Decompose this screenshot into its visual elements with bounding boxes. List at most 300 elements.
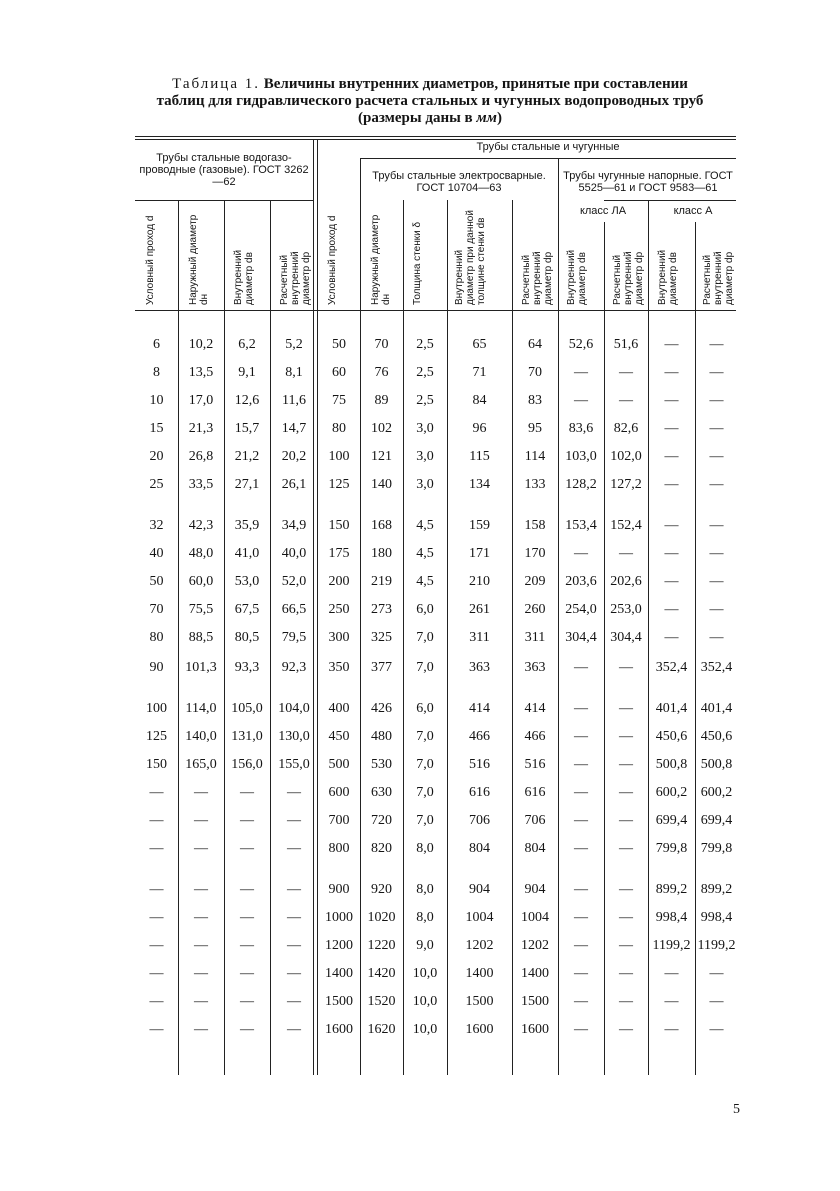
table-cell: 13,5	[188, 365, 214, 380]
table-cell: 500	[328, 757, 350, 772]
table-cell: 899,2	[700, 882, 733, 897]
table-cell: 616	[469, 785, 490, 800]
table-cell: 83	[528, 393, 542, 408]
table-cell: 155,0	[278, 757, 310, 772]
table-cell: —	[709, 518, 724, 533]
table-cell: 998,4	[700, 910, 733, 925]
table-cell: 134	[469, 477, 490, 492]
table-cell: 131,0	[231, 729, 263, 744]
table-cell: —	[574, 393, 588, 408]
table-cell: —	[709, 337, 724, 352]
table-cell: 125	[146, 729, 167, 744]
table-cell: 1220	[367, 938, 396, 953]
column-header: Расчетный внутренний диаметр dр	[612, 251, 645, 305]
table-cell: 50	[149, 574, 164, 589]
header-electrowelded-pipes: Трубы стальные электросварные. ГОСТ 10704—63	[372, 170, 546, 194]
table-cell: 6,0	[416, 602, 434, 617]
table-cell: 1202	[521, 938, 549, 953]
header-class-la: класс ЛА	[579, 205, 627, 217]
table-cell: 300	[328, 630, 350, 645]
table-cell: 1520	[367, 994, 396, 1009]
column-rule	[270, 200, 271, 1075]
table-cell: 720	[371, 813, 392, 828]
table-cell: 1500	[465, 994, 494, 1009]
table-cell: 121	[371, 449, 392, 464]
table-cell: —	[194, 938, 208, 953]
table-cell: 202,6	[610, 574, 642, 589]
table-cell: 203,6	[565, 574, 597, 589]
table-cell: —	[149, 882, 164, 897]
table-cell: —	[574, 757, 588, 772]
table-cell: 64	[528, 337, 542, 352]
table-cell: —	[619, 365, 633, 380]
table-cell: 25	[149, 477, 164, 492]
table-cell: —	[287, 966, 301, 981]
table-cell: 41,0	[234, 546, 260, 561]
table-cell: 311	[469, 630, 490, 645]
table-cell: 92,3	[281, 660, 307, 675]
table-cell: 414	[469, 701, 490, 716]
column-header: Внутренний диаметр при данной толщине стенки dв	[454, 210, 487, 305]
table-cell: 158	[524, 518, 546, 533]
table-cell: 40	[149, 546, 164, 561]
table-cell: —	[194, 813, 208, 828]
table-cell: 70	[149, 602, 164, 617]
table-cell: 1600	[521, 1022, 549, 1037]
table-cell: 140	[371, 477, 392, 492]
table-cell: 171	[469, 546, 490, 561]
column-header: Расчетный внутренний диаметр dр	[521, 251, 554, 305]
table-cell: 9,0	[416, 938, 434, 953]
caption-line3-post: )	[496, 110, 502, 126]
table-cell: 40,0	[281, 546, 307, 561]
table-cell: —	[240, 785, 254, 800]
table-cell: —	[149, 938, 164, 953]
table-cell: 165,0	[185, 757, 217, 772]
table-cell: —	[709, 393, 724, 408]
table-cell: 7,0	[416, 660, 434, 675]
table-cell: 350	[328, 660, 350, 675]
table-cell: 51,6	[613, 337, 639, 352]
table-cell: 53,0	[234, 574, 260, 589]
table-cell: 273	[371, 602, 392, 617]
table-cell: 105,0	[231, 701, 263, 716]
table-cell: 159	[469, 518, 490, 533]
table-cell: —	[664, 602, 679, 617]
table-cell: 3,0	[416, 449, 434, 464]
table-cell: 799,8	[655, 841, 688, 856]
table-cell: —	[709, 365, 724, 380]
table-cell: 304,4	[610, 630, 642, 645]
table-cell: 150	[328, 518, 350, 533]
table-cell: 706	[524, 813, 546, 828]
table-cell: 60,0	[188, 574, 214, 589]
table-cell: 700	[328, 813, 350, 828]
table-cell: 352,4	[700, 660, 733, 675]
column-rule	[512, 200, 513, 1075]
table-cell: 100	[146, 701, 167, 716]
table-cell: 1400	[465, 966, 494, 981]
table-cell: 80,5	[234, 630, 260, 645]
table-cell: —	[574, 660, 588, 675]
table-cell: —	[194, 910, 208, 925]
column-header: Наружный диаметр dн	[370, 214, 392, 305]
table-cell: —	[664, 574, 679, 589]
table-cell: —	[709, 477, 724, 492]
table-cell: 8,0	[416, 841, 434, 856]
table-cell: —	[664, 994, 679, 1009]
table-cell: —	[664, 1022, 679, 1037]
table-cell: 500,8	[655, 757, 688, 772]
table-cell: 920	[371, 882, 392, 897]
table-cell: 140,0	[185, 729, 217, 744]
caption-unit: мм	[476, 110, 497, 126]
table-cell: 65	[472, 337, 487, 352]
class-header-rule	[604, 200, 736, 201]
table-cell: 96	[472, 421, 487, 436]
table-cell: 600	[328, 785, 350, 800]
table-cell: 10,2	[188, 337, 214, 352]
column-rule	[695, 222, 696, 1075]
table-cell: 2,5	[416, 337, 434, 352]
table-cell: 15	[149, 421, 164, 436]
table-cell: 3,0	[416, 477, 434, 492]
table-cell: 12,6	[234, 393, 260, 408]
table-cell: 170	[524, 546, 546, 561]
table-cell: 466	[524, 729, 546, 744]
table-top-rule	[135, 136, 736, 137]
column-rule	[360, 158, 361, 1075]
table-cell: —	[574, 813, 588, 828]
table-cell: 4,5	[416, 546, 434, 561]
table-cell: 10,0	[412, 966, 438, 981]
table-cell: —	[574, 785, 588, 800]
table-cell: 93,3	[234, 660, 260, 675]
table-cell: 1600	[465, 1022, 494, 1037]
table-cell: 50	[332, 337, 346, 352]
table-cell: 8	[153, 365, 160, 380]
table-cell: 600,2	[700, 785, 733, 800]
table-cell: —	[194, 1022, 208, 1037]
table-cell: 820	[371, 841, 392, 856]
table-cell: 125	[328, 477, 350, 492]
table-cell: —	[574, 729, 588, 744]
table-cell: —	[574, 938, 588, 953]
table-cell: 20,2	[281, 449, 307, 464]
table-cell: —	[149, 910, 164, 925]
table-cell: 88,5	[188, 630, 214, 645]
table-cell: 304,4	[565, 630, 597, 645]
table-cell: 7,0	[416, 757, 434, 772]
table-cell: 42,3	[188, 518, 214, 533]
table-cell: —	[619, 882, 633, 897]
table-cell: —	[287, 785, 301, 800]
table-cell: 35,9	[234, 518, 260, 533]
table-cell: —	[619, 841, 633, 856]
header-gas-pipes: Трубы стальные водогазо-проводные (газовые). ГОСТ 3262—62	[139, 152, 309, 188]
table-cell: 152,4	[610, 518, 642, 533]
table-cell: 7,0	[416, 813, 434, 828]
table-cell: 14,7	[281, 421, 307, 436]
column-header: Условный проход d	[145, 215, 156, 305]
table-cell: —	[619, 660, 633, 675]
table-cell: 377	[371, 660, 392, 675]
table-cell: —	[240, 882, 254, 897]
table-cell: —	[619, 1022, 633, 1037]
table-cell: —	[149, 994, 164, 1009]
table-top-rule-double	[135, 139, 736, 140]
table-cell: 100	[328, 449, 350, 464]
table-cell: —	[149, 1022, 164, 1037]
table-caption	[120, 76, 740, 127]
table-cell: —	[664, 477, 679, 492]
table-cell: 80	[332, 421, 346, 436]
table-cell: 1500	[521, 994, 549, 1009]
table-cell: 21,3	[188, 421, 214, 436]
table-cell: 17,0	[188, 393, 214, 408]
table-cell: 83,6	[568, 421, 594, 436]
table-cell: —	[574, 546, 588, 561]
table-cell: 804	[469, 841, 490, 856]
table-cell: —	[574, 882, 588, 897]
table-cell: —	[709, 966, 724, 981]
table-cell: 60	[332, 365, 346, 380]
table-cell: 401,4	[655, 701, 688, 716]
table-cell: 799,8	[700, 841, 733, 856]
table-cell: 1200	[325, 938, 353, 953]
table-cell: —	[664, 630, 679, 645]
table-cell: —	[240, 813, 254, 828]
column-header: Внутренний диаметр dв	[657, 249, 679, 305]
table-cell: 500,8	[700, 757, 733, 772]
table-cell: 1004	[521, 910, 549, 925]
table-cell: 82,6	[613, 421, 639, 436]
table-cell: 516	[524, 757, 546, 772]
table-cell: 115	[469, 449, 490, 464]
table-cell: 133	[524, 477, 546, 492]
table-cell: 26,1	[281, 477, 307, 492]
table-cell: 11,6	[282, 393, 306, 408]
table-cell: —	[574, 994, 588, 1009]
table-cell: 8,0	[416, 882, 434, 897]
table-cell: 95	[528, 421, 542, 436]
table-cell: 156,0	[231, 757, 263, 772]
column-header: Внутренний диаметр dв	[566, 249, 588, 305]
column-rule	[224, 200, 225, 1075]
table-cell: 75,5	[188, 602, 214, 617]
table-cell: —	[194, 994, 208, 1009]
table-cell: 261	[469, 602, 490, 617]
table-cell: 352,4	[655, 660, 688, 675]
table-cell: —	[709, 1022, 724, 1037]
table-cell: 89	[374, 393, 389, 408]
table-cell: 450,6	[655, 729, 688, 744]
table-cell: —	[287, 813, 301, 828]
table-cell: —	[574, 365, 588, 380]
table-cell: —	[709, 421, 724, 436]
table-cell: 104,0	[278, 701, 310, 716]
table-cell: —	[149, 966, 164, 981]
caption-label: Таблица 1.	[172, 76, 260, 92]
table-cell: 706	[469, 813, 490, 828]
table-cell: 79,5	[281, 630, 307, 645]
table-cell: 150	[146, 757, 167, 772]
table-cell: —	[664, 421, 679, 436]
table-cell: 2,5	[416, 365, 434, 380]
table-cell: 254,0	[565, 602, 597, 617]
table-cell: 480	[371, 729, 392, 744]
table-cell: —	[574, 701, 588, 716]
table-cell: 250	[328, 602, 350, 617]
table-cell: 426	[371, 701, 392, 716]
group-divider-right	[317, 139, 318, 1075]
table-cell: —	[619, 938, 633, 953]
table-cell: —	[240, 938, 254, 953]
table-cell: 1600	[325, 1022, 353, 1037]
table-cell: 48,0	[188, 546, 214, 561]
table-cell: 400	[328, 701, 350, 716]
table-cell: —	[194, 841, 208, 856]
table-cell: 180	[371, 546, 392, 561]
table-cell: 1500	[325, 994, 353, 1009]
table-cell: —	[619, 910, 633, 925]
table-cell: 804	[524, 841, 546, 856]
table-cell: 70	[374, 337, 389, 352]
table-cell: —	[574, 1022, 588, 1037]
column-header: Расчетный внутренний диаметр dр	[279, 251, 312, 305]
table-cell: —	[709, 574, 724, 589]
table-cell: —	[664, 393, 679, 408]
table-cell: —	[287, 910, 301, 925]
table-cell: —	[709, 602, 724, 617]
table-cell: 530	[371, 757, 392, 772]
table-cell: —	[619, 785, 633, 800]
table-cell: 4,5	[416, 574, 434, 589]
table-cell: 114,0	[185, 701, 217, 716]
steel-cast-group-rule	[360, 158, 736, 159]
caption-line1: Величины внутренних диаметров, принятые при составлении	[263, 76, 688, 92]
column-rule	[403, 200, 404, 1075]
table-cell: 114	[524, 449, 546, 464]
table-cell: 32	[149, 518, 164, 533]
table-cell: 70	[528, 365, 542, 380]
caption-line3-pre: (размеры даны в	[358, 110, 473, 126]
column-header: Внутренний диаметр dв	[233, 249, 255, 305]
table-cell: 101,3	[185, 660, 217, 675]
table-cell: —	[619, 966, 633, 981]
column-rule	[178, 200, 179, 1075]
header-class-a: класс А	[673, 205, 713, 217]
table-cell: 175	[328, 546, 350, 561]
table-cell: 103,0	[565, 449, 597, 464]
table-cell: —	[664, 337, 679, 352]
table-cell: 102,0	[610, 449, 642, 464]
table-cell: 90	[149, 660, 164, 675]
table-cell: —	[664, 518, 679, 533]
column-rule	[447, 200, 448, 1075]
table-cell: 127,2	[610, 477, 642, 492]
table-cell: 20	[149, 449, 164, 464]
table-cell: 1199,2	[652, 938, 691, 953]
table-cell: —	[149, 785, 164, 800]
table-cell: —	[287, 882, 301, 897]
table-cell: —	[240, 910, 254, 925]
table-cell: 699,4	[700, 813, 733, 828]
table-cell: 67,5	[234, 602, 260, 617]
table-cell: 52,0	[281, 574, 307, 589]
table-cell: 26,8	[188, 449, 214, 464]
table-cell: 102	[371, 421, 392, 436]
table-cell: —	[709, 994, 724, 1009]
table-cell: 2,5	[416, 393, 434, 408]
page-number: 5	[733, 1102, 740, 1117]
table-cell: 1400	[325, 966, 353, 981]
table-cell: —	[664, 449, 679, 464]
table-cell: —	[287, 938, 301, 953]
table-cell: —	[240, 841, 254, 856]
table-cell: 7,0	[416, 785, 434, 800]
table-cell: 84	[472, 393, 487, 408]
table-cell: 516	[469, 757, 490, 772]
table-cell: 325	[371, 630, 392, 645]
table-cell: 76	[374, 365, 389, 380]
column-header: Наружный диаметр dн	[188, 214, 210, 305]
table-cell: —	[664, 966, 679, 981]
caption-line2: таблиц для гидравлического расчета стальных и чугунных водопроводных труб	[156, 93, 704, 109]
table-cell: 75	[332, 393, 346, 408]
header-bottom-rule	[135, 310, 736, 311]
table-cell: 800	[328, 841, 350, 856]
table-cell: —	[709, 630, 724, 645]
table-cell: —	[194, 785, 208, 800]
table-cell: —	[287, 1022, 301, 1037]
table-cell: 3,0	[416, 421, 434, 436]
table-cell: —	[240, 1022, 254, 1037]
table-cell: 699,4	[655, 813, 688, 828]
table-cell: —	[709, 449, 724, 464]
table-cell: 900	[328, 882, 350, 897]
table-cell: 1400	[521, 966, 549, 981]
table-cell: 9,1	[238, 365, 256, 380]
table-cell: —	[619, 813, 633, 828]
table-cell: —	[619, 393, 633, 408]
table-cell: 6,2	[238, 337, 256, 352]
table-cell: —	[664, 546, 679, 561]
table-cell: 8,1	[285, 365, 303, 380]
table-cell: 219	[371, 574, 392, 589]
table-cell: 466	[469, 729, 490, 744]
table-cell: 34,9	[281, 518, 307, 533]
header-steel-cast-pipes: Трубы стальные и чугунные	[476, 141, 620, 153]
table-cell: —	[194, 882, 208, 897]
table-cell: 7,0	[416, 630, 434, 645]
table-cell: 253,0	[610, 602, 642, 617]
table-cell: —	[619, 994, 633, 1009]
table-cell: 209	[524, 574, 546, 589]
table-cell: —	[619, 729, 633, 744]
table-cell: 450	[328, 729, 350, 744]
column-header: Расчетный внутренний диаметр dр	[702, 251, 735, 305]
column-header: Условный проход d	[327, 215, 338, 305]
table-cell: —	[619, 757, 633, 772]
table-cell: 311	[524, 630, 546, 645]
table-cell: 210	[469, 574, 490, 589]
table-cell: 168	[371, 518, 392, 533]
table-cell: 904	[469, 882, 490, 897]
table-cell: 363	[469, 660, 490, 675]
table-cell: 6	[153, 337, 160, 352]
table-cell: —	[574, 841, 588, 856]
